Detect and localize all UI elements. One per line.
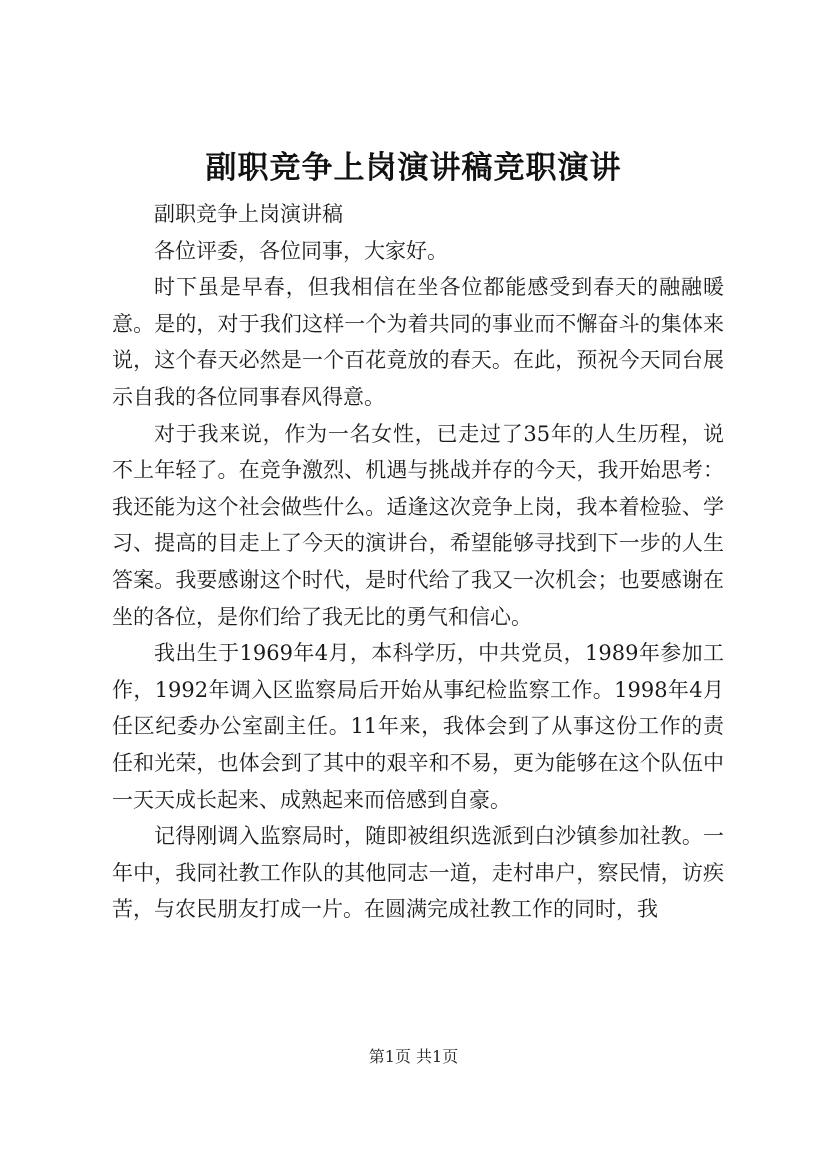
page-footer: 第1页 共1页 [368, 1047, 459, 1066]
paragraph-spring: 时下虽是早春，但我相信在坐各位都能感受到春天的融融暖意。是的，对于我们这样一个为着共同的事业而不懈奋斗的集体来说，这个春天必然是一个百花竟放的春天。在此，预祝今天同台展示自我的各位同事春风得意。 [112, 275, 724, 409]
paragraph-background: 我出生于1969年4月，本科学历，中共党员，1989年参加工作，1992年调入区监察局后开始从事纪检监察工作。1998年4月任区纪委办公室副主任。11年来，我体会到了从事这份工作的责任和光荣，也体会到了其中的艰辛和不易，更为能够在这个队伍中一天天成长起来、成熟起来而倍感到自豪。 [112, 641, 724, 812]
document-title: 副职竞争上岗演讲稿竞职演讲 [205, 150, 622, 186]
paragraph-greeting: 各位评委，各位同事，大家好。 [154, 238, 448, 263]
paragraph-subtitle: 副职竞争上岗演讲稿 [154, 202, 343, 226]
paragraph-self-intro: 对于我来说，作为一名女性，已走过了35年的人生历程，说不上年轻了。在竞争激烈、机遇与挑战并存的今天，我开始思考：我还能为这个社会做些什么。适逢这次竞争上岗，我本着检验、学习、提高的目走上了今天的演讲台，希望能够寻找到下一步的人生答案。我要感谢这个时代，是时代给了我又一次机会；也要感谢在坐的各位，是你们给了我无比的勇气和信心。 [112, 421, 724, 629]
paragraph-memory: 记得刚调入监察局时，随即被组织选派到白沙镇参加社教。一年中，我同社教工作队的其他同志一道，走村串户，察民情，访疾苦，与农民朋友打成一片。在圆满完成社教工作的同时，我 [112, 824, 724, 922]
document-body [112, 196, 724, 928]
